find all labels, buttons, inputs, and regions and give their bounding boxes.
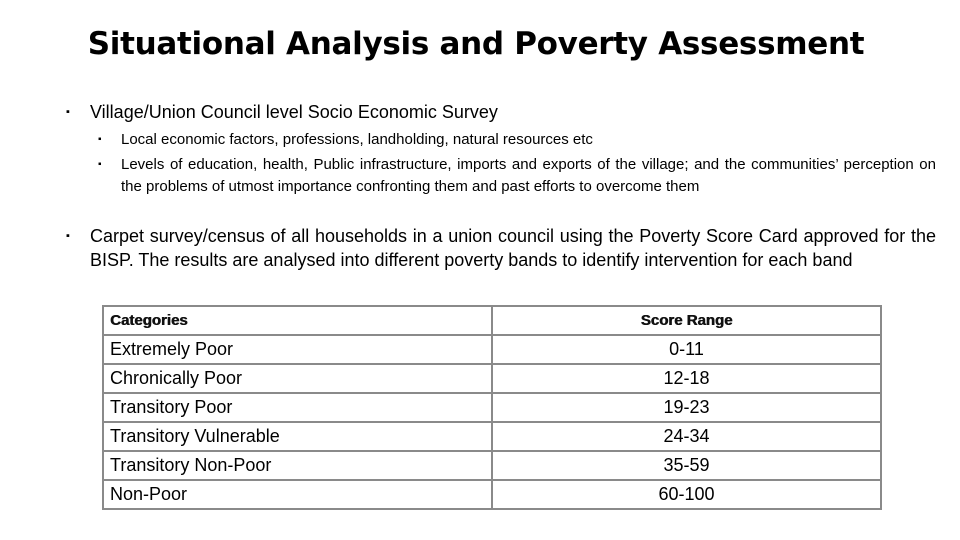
category-cell: Transitory Non-Poor	[103, 451, 492, 480]
table-row	[103, 364, 881, 393]
score-range-cell: 35-59	[492, 451, 881, 480]
category-cell: Transitory Poor	[103, 393, 492, 422]
category-cell: Transitory Vulnerable	[103, 422, 492, 451]
header-score-range: Score Range	[492, 306, 881, 335]
bullet-marker-icon: ▪	[66, 106, 70, 118]
bullet-text: Village/Union Council level Socio Economic Survey	[90, 102, 498, 122]
score-range-cell: 24-34	[492, 422, 881, 451]
bullet-carpet-survey	[66, 224, 936, 272]
category-cell: Extremely Poor	[103, 335, 492, 364]
sub-bullet-education-health	[98, 154, 936, 198]
table-row	[103, 451, 881, 480]
bullet-marker-icon: ▪	[98, 134, 102, 145]
category-cell: Chronically Poor	[103, 364, 492, 393]
bullet-marker-icon: ▪	[66, 230, 70, 242]
table-row	[103, 480, 881, 509]
score-range-cell: 12-18	[492, 364, 881, 393]
bullet-marker-icon: ▪	[98, 159, 102, 170]
header-categories: Categories	[103, 306, 492, 335]
score-range-cell: 60-100	[492, 480, 881, 509]
poverty-bands-table	[102, 305, 882, 510]
sub-bullet-economic-factors	[98, 129, 936, 151]
score-range-cell: 19-23	[492, 393, 881, 422]
bullet-village-survey	[66, 100, 936, 124]
score-range-cell: 0-11	[492, 335, 881, 364]
sub-bullet-text: Levels of education, health, Public infrastructure, imports and exports of the village; and the communities’ perception on the problems of utmost importance confronting them and past efforts to overcome them	[121, 156, 936, 195]
table-row	[103, 393, 881, 422]
table-row	[103, 335, 881, 364]
table-row	[103, 422, 881, 451]
category-cell: Non-Poor	[103, 480, 492, 509]
table-header-row	[103, 306, 881, 335]
sub-bullet-text: Local economic factors, professions, landholding, natural resources etc	[121, 131, 593, 148]
bullet-text: Carpet survey/census of all households in a union council using the Poverty Score Card approved for the BISP. The results are analysed into different poverty bands to identify intervention for each band	[90, 226, 936, 270]
slide-title: Situational Analysis and Poverty Assessment	[87, 26, 865, 62]
